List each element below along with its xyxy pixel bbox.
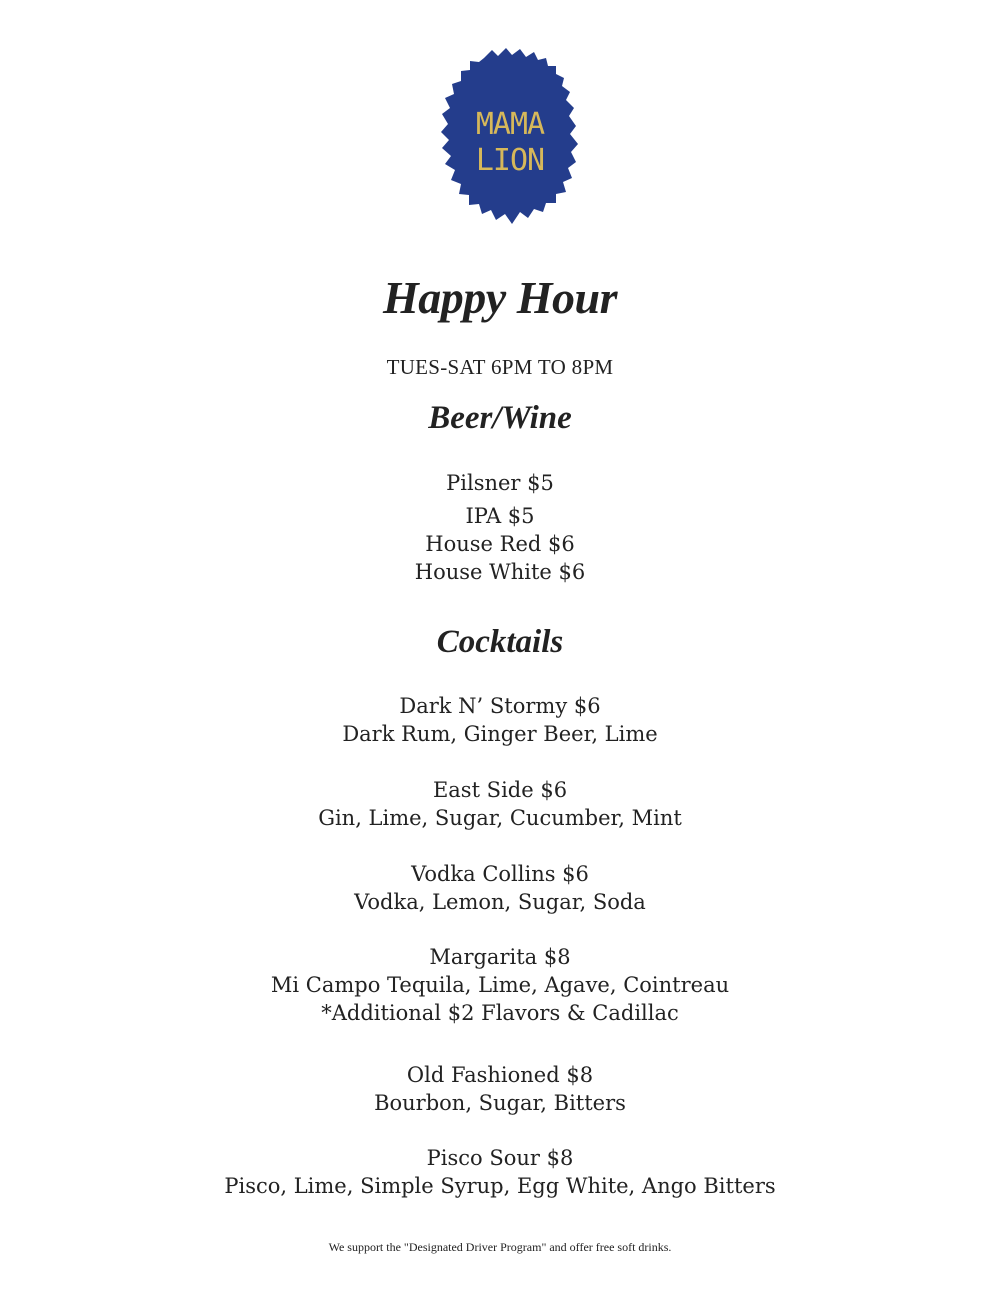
cocktail-name: Dark N’ Stormy $6 (399, 694, 601, 718)
cocktail-name: Old Fashioned $8 (406, 1063, 594, 1087)
cocktail-ingredients: Vodka, Lemon, Sugar, Soda (354, 890, 646, 914)
cocktail-name: East Side $6 (432, 778, 568, 802)
cocktail-ingredients: Bourbon, Sugar, Bitters (374, 1091, 626, 1115)
cocktail-ingredients: Mi Campo Tequila, Lime, Agave, Cointreau (270, 973, 730, 997)
footer-note: We support the "Designated Driver Program" and offer free soft drinks. (328, 1240, 672, 1254)
beer-wine-item: House Red $6 (425, 532, 575, 556)
cocktail-name: Vodka Collins $6 (411, 862, 589, 886)
logo-text-line2: LION (475, 143, 545, 178)
cocktail-ingredients: Gin, Lime, Sugar, Cucumber, Mint (318, 806, 682, 830)
beer-wine-heading: Beer/Wine (428, 400, 572, 436)
cocktail-name: Pisco Sour $8 (426, 1146, 574, 1170)
cocktail-ingredients: Pisco, Lime, Simple Syrup, Egg White, Ango Bitters (224, 1174, 776, 1198)
cocktail-ingredients: Dark Rum, Ginger Beer, Lime (342, 722, 658, 746)
logo-text-line1: MAMA (475, 107, 545, 142)
beer-wine-item: Pilsner $5 (446, 471, 554, 495)
mama-lion-logo (432, 46, 588, 228)
cocktail-note: *Additional $2 Flavors & Cadillac (321, 1001, 679, 1025)
cocktails-heading: Cocktails (436, 624, 564, 660)
hours-text: TUES-SAT 6PM TO 8PM (386, 355, 614, 379)
page-title: Happy Hour (383, 272, 617, 323)
beer-wine-item: IPA $5 (465, 504, 535, 528)
cocktail-name: Margarita $8 (429, 945, 571, 969)
beer-wine-item: House White $6 (414, 560, 586, 584)
